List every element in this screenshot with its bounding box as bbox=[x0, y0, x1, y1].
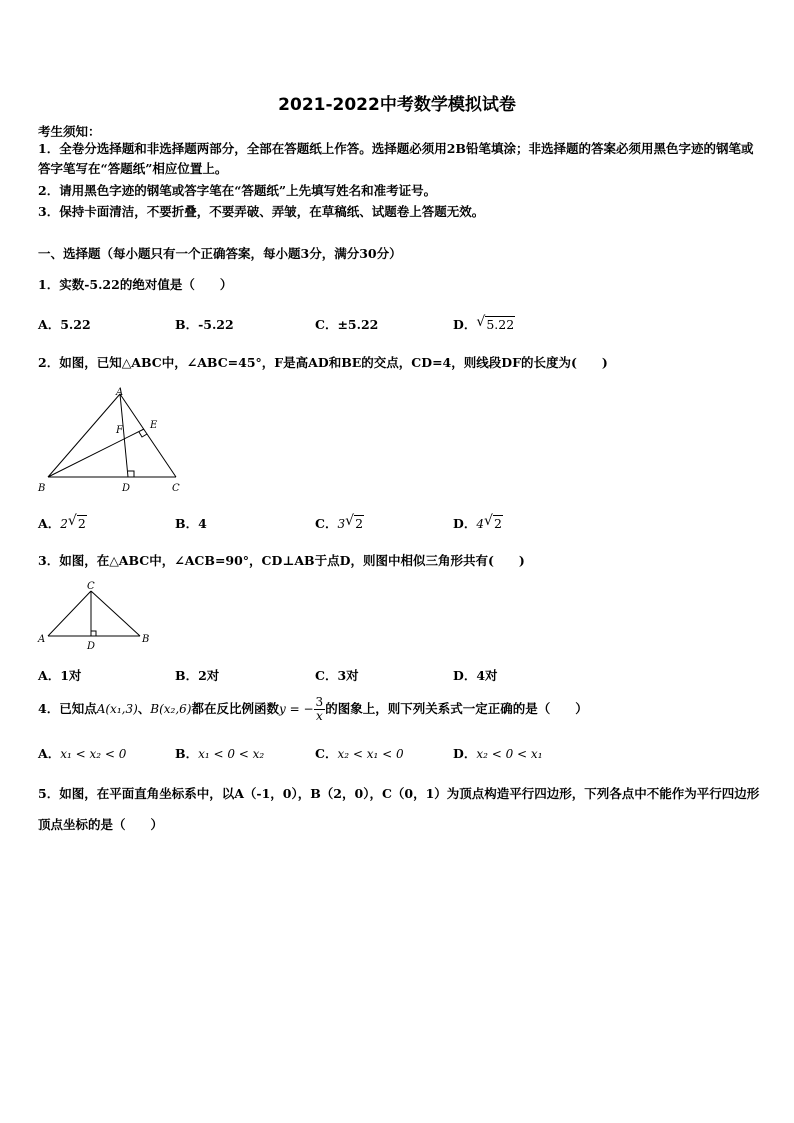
notice-item-2: 2．请用黑色字迹的钢笔或答字笔在“答题纸”上先填写姓名和准考证号。 bbox=[38, 183, 437, 198]
question-1-stem: 1．实数-5.22的绝对值是（ ） bbox=[38, 277, 233, 292]
q3-option-c: C．3对 bbox=[315, 668, 359, 683]
question-2-stem: 2．如图，已知△ABC中，∠ABC=45°，F是高AD和BE的交点，CD=4，则线段DF的长度为( ) bbox=[38, 355, 608, 370]
q4-option-a-relation: x₁ < x₂ < 0 bbox=[60, 747, 127, 761]
fraction-denominator: x bbox=[315, 709, 323, 723]
label-f: F bbox=[116, 425, 123, 436]
q4-stem-prefix: 4．已知点 bbox=[38, 701, 97, 716]
q4-option-b-relation: x₁ < 0 < x₂ bbox=[198, 747, 265, 761]
q4-option-d bbox=[453, 744, 543, 762]
side-ab bbox=[48, 394, 120, 477]
question-3-figure bbox=[36, 578, 156, 653]
q2-option-a-coef: 2 bbox=[60, 517, 68, 531]
sqrt-symbol: √ 2 bbox=[345, 513, 364, 531]
q4-stem-suffix: 的图象上，则下列关系式一定正确的是（ ） bbox=[325, 701, 588, 716]
q2-option-d-label: D． bbox=[453, 516, 477, 531]
q4-option-c-label: C． bbox=[315, 746, 338, 761]
label-e: E bbox=[150, 420, 158, 431]
q2-option-c-label: C． bbox=[315, 516, 338, 531]
q1-option-d bbox=[453, 315, 515, 333]
notice-item-3: 3．保持卡面清洁，不要折叠，不要弄破、弄皱，在草稿纸、试题卷上答题无效。 bbox=[38, 204, 485, 219]
notice-item-1: 1．全卷分选择题和非选择题两部分，全部在答题纸上作答。选择题必须用2B铅笔填涂；非选择题的答案必须用黑色字迹的钢笔或答字笔写在“答题纸”相应位置上。 bbox=[38, 141, 754, 176]
q4-option-b-label: B． bbox=[175, 746, 199, 761]
altitude-be bbox=[48, 429, 144, 477]
notice-heading: 考生须知： bbox=[38, 124, 101, 139]
q3-option-d: D．4对 bbox=[453, 668, 498, 683]
q1-option-b: B．-5.22 bbox=[175, 317, 234, 332]
q2-option-d-radicand: 2 bbox=[493, 516, 502, 531]
label-d: D bbox=[122, 483, 131, 494]
q2-option-a bbox=[38, 514, 87, 532]
sqrt-symbol: √ 5.22 bbox=[476, 314, 515, 332]
right-angle-d bbox=[91, 631, 96, 636]
q4-option-c bbox=[315, 744, 404, 762]
q2-option-d-coef: 4 bbox=[476, 517, 484, 531]
q4-separator: 、 bbox=[137, 701, 151, 716]
q4-option-d-label: D． bbox=[453, 746, 477, 761]
page-title: 2021-2022中考数学模拟试卷 bbox=[278, 95, 516, 115]
q3-option-a: A．1对 bbox=[38, 668, 82, 683]
label-a: A bbox=[116, 387, 124, 398]
sqrt-symbol: √ 2 bbox=[67, 513, 86, 531]
q4-function-lhs: y = − bbox=[279, 702, 314, 716]
right-angle-d bbox=[128, 471, 134, 477]
q2-option-d bbox=[453, 514, 503, 532]
q4-option-c-relation: x₂ < x₁ < 0 bbox=[337, 747, 404, 761]
q4-point-b: B(x₂,6) bbox=[150, 702, 192, 716]
q2-option-c bbox=[315, 514, 364, 532]
q1-option-c: C．±5.22 bbox=[315, 317, 379, 332]
q2-option-c-radicand: 2 bbox=[355, 516, 364, 531]
sqrt-symbol: √ 2 bbox=[483, 513, 502, 531]
label-a: A bbox=[38, 634, 46, 645]
question-5-stem: 5．如图，在平面直角坐标系中，以A（-1，0），B（2，0），C（0，1）为顶点构造平行四边形，下列各点中不能作为平行四边形顶点坐标的是（ ） bbox=[38, 786, 760, 832]
q4-stem-mid: 都在反比例函数 bbox=[191, 701, 280, 716]
question-2-figure bbox=[36, 387, 186, 497]
q4-option-a-label: A． bbox=[38, 746, 61, 761]
fraction-numerator: 3 bbox=[315, 695, 324, 709]
q4-option-a bbox=[38, 744, 126, 762]
label-b: B bbox=[142, 634, 150, 645]
label-c: C bbox=[172, 483, 180, 494]
question-3-stem: 3．如图，在△ABC中，∠ACB=90°，CD⊥AB于点D，则图中相似三角形共有( ) bbox=[38, 553, 525, 568]
q4-option-d-relation: x₂ < 0 < x₁ bbox=[476, 747, 543, 761]
q2-option-b: B．4 bbox=[175, 516, 207, 531]
q1-option-d-label: D． bbox=[453, 317, 477, 332]
q4-option-b bbox=[175, 744, 264, 762]
label-b: B bbox=[38, 483, 46, 494]
q4-function-fraction bbox=[314, 696, 326, 723]
side-ac bbox=[120, 394, 176, 477]
side-cb bbox=[91, 591, 140, 636]
q1-option-d-radicand: 5.22 bbox=[486, 317, 515, 332]
side-ac bbox=[48, 591, 91, 636]
q2-option-a-radicand: 2 bbox=[77, 516, 86, 531]
q2-option-c-coef: 3 bbox=[337, 517, 346, 531]
question-4-stem bbox=[38, 694, 588, 724]
q3-option-b: B．2对 bbox=[175, 668, 220, 683]
q2-option-a-label: A． bbox=[38, 516, 61, 531]
label-d: D bbox=[87, 641, 96, 652]
q1-option-a: A．5.22 bbox=[38, 317, 91, 332]
section-heading: 一、选择题（每小题只有一个正确答案，每小题3分，满分30分） bbox=[38, 246, 402, 261]
q4-point-a: A(x₁,3) bbox=[96, 702, 138, 716]
label-c: C bbox=[87, 581, 95, 592]
